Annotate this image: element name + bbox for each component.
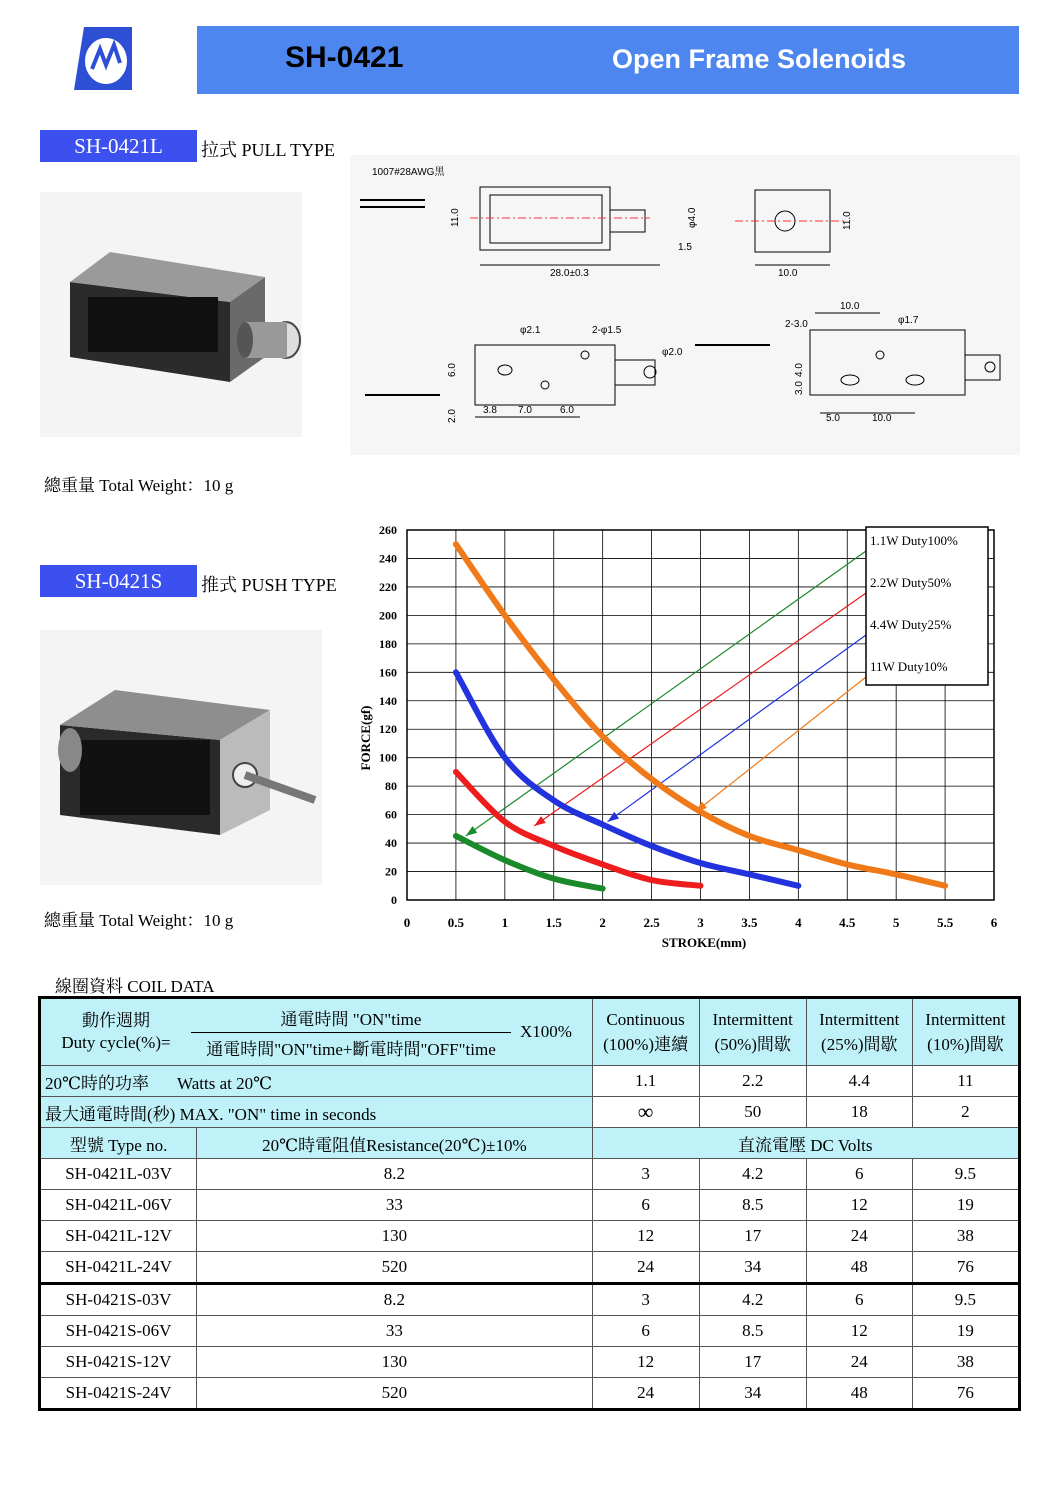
y-axis-label: FORCE(gf) bbox=[358, 705, 373, 771]
dc-volts-cell: 24 bbox=[806, 1347, 912, 1378]
coil-row bbox=[40, 1190, 1020, 1221]
duty-label-en: Duty cycle(%)= bbox=[61, 1033, 171, 1052]
coil-row bbox=[40, 1252, 1020, 1284]
push-total-weight: 總重量 Total Weight：10 g bbox=[44, 911, 234, 930]
dim-10-upper: 10.0 bbox=[840, 301, 860, 312]
dc-volts-cell: 6 bbox=[806, 1284, 912, 1316]
x-tick-label: 1.5 bbox=[545, 915, 562, 930]
dc-volts-cell: 38 bbox=[912, 1347, 1019, 1378]
watts-value: 4.4 bbox=[806, 1066, 912, 1097]
max-on-value: 18 bbox=[806, 1097, 912, 1128]
dim-2-0: 2.0 bbox=[447, 409, 458, 423]
dim-11-left: 11.0 bbox=[450, 208, 461, 227]
dim-wire-note: 1007#28AWG黑 bbox=[372, 167, 445, 178]
dim-2d15: 2-φ1.5 bbox=[592, 325, 622, 336]
x-tick-label: 1 bbox=[501, 915, 509, 930]
push-model-label: SH-0421S bbox=[40, 565, 197, 597]
x-tick-label: 5.5 bbox=[936, 915, 954, 930]
dim-11-right: 11.0 bbox=[842, 211, 853, 230]
type-no-header: 型號 Type no. bbox=[40, 1128, 197, 1159]
y-tick-label: 80 bbox=[385, 779, 397, 794]
y-tick-label: 220 bbox=[379, 579, 397, 594]
dc-volts-cell: 12 bbox=[806, 1316, 912, 1347]
push-type-label: 推式 PUSH TYPE bbox=[201, 575, 337, 595]
dc-volts-cell: 17 bbox=[699, 1347, 806, 1378]
x-tick-label: 3 bbox=[697, 915, 704, 930]
resistance-cell: 520 bbox=[197, 1252, 592, 1284]
col-header-intermittent-25: Intermittent (25%)間歇 bbox=[806, 998, 912, 1066]
resistance-cell: 130 bbox=[197, 1347, 592, 1378]
resistance-cell: 130 bbox=[197, 1221, 592, 1252]
dc-volts-cell: 3 bbox=[592, 1284, 699, 1316]
dc-volts-cell: 9.5 bbox=[912, 1159, 1019, 1190]
dc-volts-cell: 6 bbox=[592, 1316, 699, 1347]
model-title: SH-0421 bbox=[285, 41, 404, 74]
series-title: Open Frame Solenoids bbox=[612, 44, 907, 74]
coil-row bbox=[40, 1221, 1020, 1252]
coil-row bbox=[40, 1159, 1020, 1190]
dc-volts-cell: 76 bbox=[912, 1252, 1019, 1284]
dc-volts-cell: 12 bbox=[592, 1221, 699, 1252]
dc-volts-cell: 24 bbox=[592, 1378, 699, 1410]
type-no-cell: SH-0421S-03V bbox=[40, 1284, 197, 1316]
resistance-cell: 33 bbox=[197, 1316, 592, 1347]
duty-cycle-formula bbox=[40, 998, 593, 1066]
dim-d17: φ1.7 bbox=[898, 315, 919, 326]
dc-volts-cell: 9.5 bbox=[912, 1284, 1019, 1316]
y-tick-label: 240 bbox=[379, 551, 397, 566]
formula-numerator: 通電時間 "ON"time bbox=[191, 1005, 511, 1033]
x-tick-label: 4 bbox=[795, 915, 802, 930]
y-tick-label: 160 bbox=[379, 665, 397, 680]
dim-dia4: φ4.0 bbox=[687, 207, 698, 228]
y-tick-label: 140 bbox=[379, 693, 397, 708]
y-tick-label: 120 bbox=[379, 722, 397, 737]
dc-volts-cell: 8.5 bbox=[699, 1190, 806, 1221]
watts-value: 1.1 bbox=[592, 1066, 699, 1097]
max-on-value: 2 bbox=[912, 1097, 1019, 1128]
y-tick-label: 20 bbox=[385, 864, 397, 879]
resistance-cell: 33 bbox=[197, 1190, 592, 1221]
max-on-time-label: 最大通電時間(秒) MAX. "ON" time in seconds bbox=[40, 1097, 593, 1128]
dc-volts-header: 直流電壓 DC Volts bbox=[592, 1128, 1019, 1159]
header-bar bbox=[197, 26, 1019, 94]
coil-row bbox=[40, 1316, 1020, 1347]
resistance-cell: 8.2 bbox=[197, 1284, 592, 1316]
legend-entry: 4.4W Duty25% bbox=[870, 617, 952, 632]
company-logo bbox=[72, 25, 134, 92]
duty-label-zh: 動作週期 bbox=[82, 1011, 150, 1030]
dc-volts-cell: 6 bbox=[806, 1159, 912, 1190]
x-tick-label: 6 bbox=[990, 915, 998, 930]
y-tick-label: 180 bbox=[379, 636, 397, 651]
pull-total-weight: 總重量 Total Weight：10 g bbox=[44, 476, 234, 495]
y-tick-label: 60 bbox=[385, 807, 397, 822]
dc-volts-cell: 38 bbox=[912, 1221, 1019, 1252]
formula-x100: X100% bbox=[520, 1022, 572, 1041]
resistance-cell: 8.2 bbox=[197, 1159, 592, 1190]
dc-volts-cell: 3 bbox=[592, 1159, 699, 1190]
dim-2-30: 2-3.0 bbox=[785, 319, 808, 330]
dim-10-top: 10.0 bbox=[778, 268, 798, 279]
dim-d21: φ2.1 bbox=[520, 325, 541, 336]
dim-6-0-bottom: 6.0 bbox=[560, 405, 574, 416]
max-on-value: ∞ bbox=[592, 1097, 699, 1128]
dim-28: 28.0±0.3 bbox=[550, 268, 589, 279]
x-tick-label: 0.5 bbox=[447, 915, 465, 930]
y-tick-label: 40 bbox=[385, 836, 397, 851]
dc-volts-cell: 4.2 bbox=[699, 1159, 806, 1190]
dc-volts-cell: 12 bbox=[592, 1347, 699, 1378]
resistance-cell: 520 bbox=[197, 1378, 592, 1410]
x-axis-label: STROKE(mm) bbox=[661, 935, 747, 950]
dimension-drawings bbox=[350, 155, 1020, 455]
dc-volts-cell: 6 bbox=[592, 1190, 699, 1221]
dc-volts-cell: 19 bbox=[912, 1190, 1019, 1221]
y-tick-label: 0 bbox=[391, 893, 397, 907]
type-no-cell: SH-0421L-06V bbox=[40, 1190, 197, 1221]
dc-volts-cell: 48 bbox=[806, 1252, 912, 1284]
coil-data-table bbox=[38, 996, 1021, 1411]
watts-value: 2.2 bbox=[699, 1066, 806, 1097]
dim-7-0: 7.0 bbox=[518, 405, 532, 416]
dc-volts-cell: 76 bbox=[912, 1378, 1019, 1410]
col-header-intermittent-10: Intermittent (10%)間歇 bbox=[912, 998, 1019, 1066]
x-tick-label: 0 bbox=[403, 915, 411, 930]
resistance-header: 20℃時電阻值Resistance(20℃)±10% bbox=[197, 1128, 592, 1159]
watts-value: 11 bbox=[912, 1066, 1019, 1097]
dim-10-lower: 10.0 bbox=[872, 413, 892, 424]
dc-volts-cell: 34 bbox=[699, 1378, 806, 1410]
y-tick-label: 260 bbox=[379, 523, 397, 537]
pull-type-label: 拉式 PULL TYPE bbox=[201, 140, 336, 160]
x-tick-label: 3.5 bbox=[741, 915, 758, 930]
dim-4-0: 4.0 bbox=[794, 363, 805, 377]
watts-label: 20℃時的功率 Watts at 20℃ bbox=[40, 1066, 593, 1097]
type-no-cell: SH-0421L-24V bbox=[40, 1252, 197, 1284]
force-stroke-chart bbox=[350, 515, 1020, 960]
dim-1-5: 1.5 bbox=[678, 242, 692, 253]
type-no-cell: SH-0421L-12V bbox=[40, 1221, 197, 1252]
y-tick-label: 200 bbox=[379, 608, 397, 623]
coil-row bbox=[40, 1347, 1020, 1378]
col-header-continuous: Continuous (100%)連續 bbox=[592, 998, 699, 1066]
dim-6-0: 6.0 bbox=[447, 363, 458, 377]
dim-5-0: 5.0 bbox=[826, 413, 840, 424]
y-tick-label: 100 bbox=[379, 750, 397, 765]
x-tick-label: 4.5 bbox=[839, 915, 856, 930]
legend-entry: 11W Duty10% bbox=[870, 659, 948, 674]
dc-volts-cell: 24 bbox=[592, 1252, 699, 1284]
pull-solenoid-photo bbox=[40, 192, 302, 437]
dc-volts-cell: 8.5 bbox=[699, 1316, 806, 1347]
dc-volts-cell: 17 bbox=[699, 1221, 806, 1252]
push-solenoid-photo bbox=[40, 630, 322, 885]
coil-data-title: 線圈資料 COIL DATA bbox=[55, 977, 215, 996]
coil-row bbox=[40, 1284, 1020, 1316]
dim-3-8: 3.8 bbox=[483, 405, 497, 416]
dim-d20: φ2.0 bbox=[662, 347, 683, 358]
dim-3-0: 3.0 bbox=[794, 381, 805, 395]
formula-denominator: 通電時間"ON"time+斷電時間"OFF"time bbox=[206, 1039, 496, 1059]
max-on-value: 50 bbox=[699, 1097, 806, 1128]
dc-volts-cell: 34 bbox=[699, 1252, 806, 1284]
x-tick-label: 5 bbox=[892, 915, 900, 930]
dc-volts-cell: 24 bbox=[806, 1221, 912, 1252]
type-no-cell: SH-0421S-06V bbox=[40, 1316, 197, 1347]
legend-entry: 1.1W Duty100% bbox=[870, 533, 958, 548]
type-no-cell: SH-0421S-12V bbox=[40, 1347, 197, 1378]
x-tick-label: 2 bbox=[599, 915, 606, 930]
pull-model-label: SH-0421L bbox=[40, 130, 197, 162]
dc-volts-cell: 4.2 bbox=[699, 1284, 806, 1316]
type-no-cell: SH-0421S-24V bbox=[40, 1378, 197, 1410]
legend-entry: 2.2W Duty50% bbox=[870, 575, 952, 590]
coil-row bbox=[40, 1378, 1020, 1410]
dc-volts-cell: 19 bbox=[912, 1316, 1019, 1347]
dc-volts-cell: 12 bbox=[806, 1190, 912, 1221]
x-tick-label: 2.5 bbox=[643, 915, 660, 930]
col-header-intermittent-50: Intermittent (50%)間歇 bbox=[699, 998, 806, 1066]
dc-volts-cell: 48 bbox=[806, 1378, 912, 1410]
type-no-cell: SH-0421L-03V bbox=[40, 1159, 197, 1190]
